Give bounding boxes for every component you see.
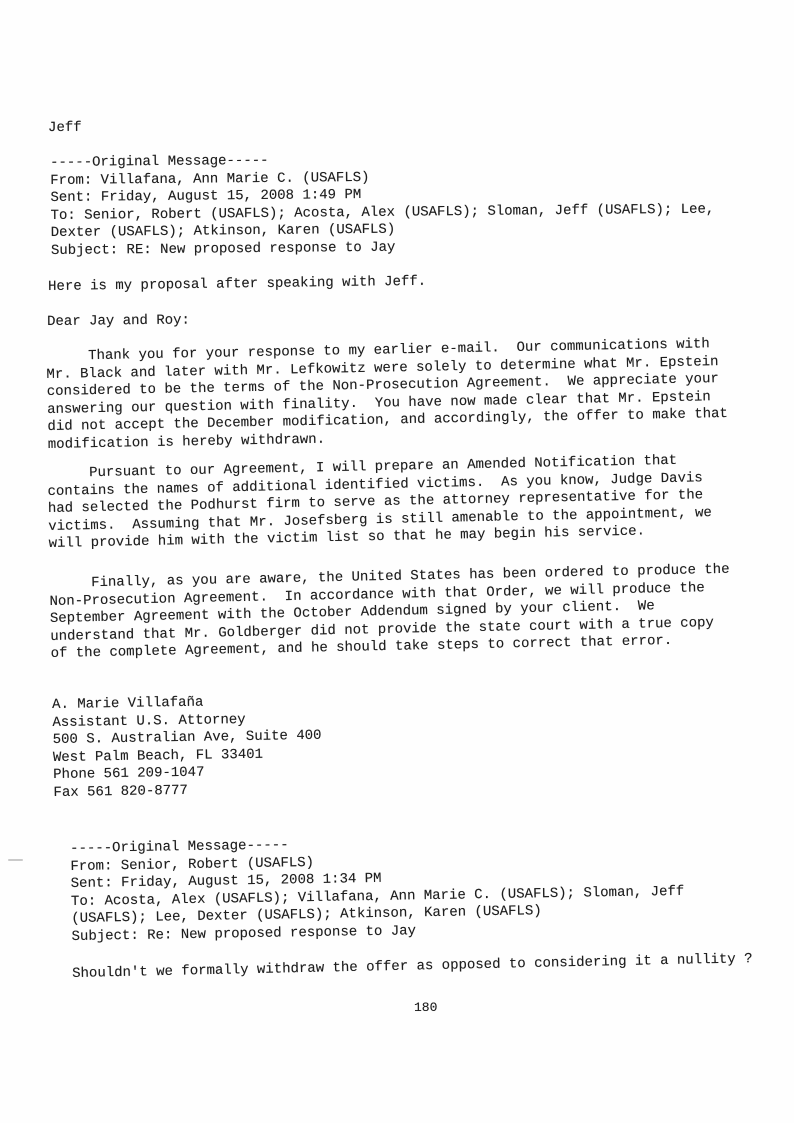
email2-body: Shouldn't we formally withdraw the offer as opposed to considering it a nullity ? [72, 951, 753, 982]
email2-header: -----Original Message----- From: Senior, Robert (USAFLS) Sent: Friday, August 15, 2008 1:34 PM To: Acosta, Alex (USAFLS); Villafana, Ann Marie C. (USAFLS); Sloman, Jeff (USAFLS); Lee, Dexter (USAFLS); Atkinson, Karen (USAFLS) Subject: Re: New proposed response to Jay [70, 837, 685, 945]
email1-paragraph-3: Finally, as you are aware, the United States has been ordered to produce the Non-Prosecution Agreement. In accordance with that Order, we will produce the September Agreement with the October Addendum signed by your client. We understand that Mr. Goldberger did not provide the state court with a true copy of the complete Agreement, and he should take steps to correct that error. [49, 561, 730, 663]
email1-greeting: Dear Jay and Roy: [47, 312, 190, 330]
page-number: 180 [414, 1000, 438, 1015]
salutation: Jeff [48, 119, 82, 136]
email1-paragraph-1: Thank you for your response to my earlier e-mail. Our communications with Mr. Black and later with Mr. Lefkowitz were solely to determine what Mr. Epstein considered to be the terms of the Non-Prosecution Agreement. We appreciate your answering our question with finality. You have now made clear that Mr. Epstein did not accept the December modification, and accordingly, the offer to make that modification is hereby withdrawn. [46, 336, 729, 453]
scan-artifact-mark [8, 859, 23, 861]
email1-paragraph-2: Pursuant to our Agreement, I will prepare an Amended Notification that contains the names of additional identified victims. As you know, Judge Davis had selected the Podhurst firm to serve as the attorney representative for the victims. Assuming that Mr. Josefsberg is still amenable to the appointment, we will provide him with the victim list so that he may begin his service. [47, 452, 713, 553]
email1-header: -----Original Message----- From: Villafana, Ann Marie C. (USAFLS) Sent: Friday, August 15, 2008 1:49 PM To: Senior, Robert (USAFLS); Acosta, Alex (USAFLS); Sloman, Jeff (USAFLS); Lee, Dexter (USAFLS); Atkinson, Karen (USAFLS) Subject: RE: New proposed response to Jay [50, 152, 715, 259]
email1-intro: Here is my proposal after speaking with Jeff. [48, 273, 427, 295]
email1-signature: A. Marie Villafaña Assistant U.S. Attorney 500 S. Australian Ave, Suite 400 West Palm Beach, FL 33401 Phone 561 209-1047 Fax 561 820-8777 [52, 694, 322, 801]
